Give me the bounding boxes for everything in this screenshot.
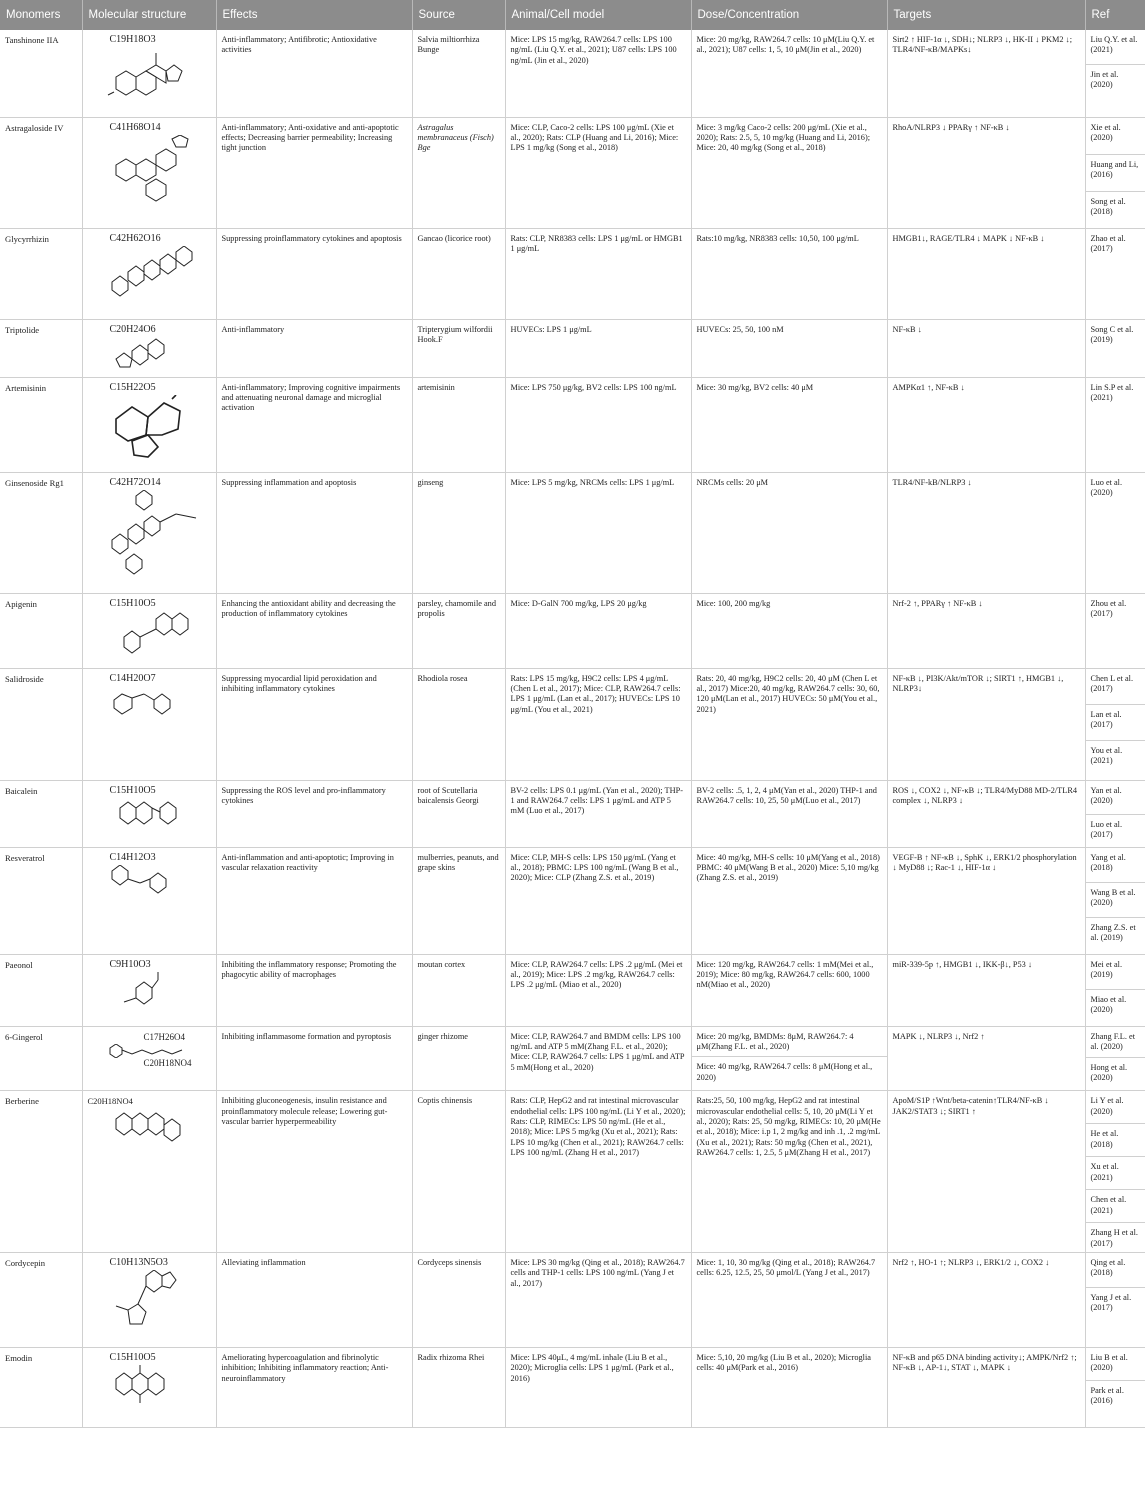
effects: Suppressing myocardial lipid peroxidation and inhibiting inflammatory cytokines [216, 668, 412, 780]
dose: Mice: 40 mg/kg, MH-S cells: 10 μM(Yang et al., 2018) PBMC: 40 μM(Wang B et al., 2020) Mice: 5,10 mg/kg (Zhang Z.S. et al., 2019) [691, 847, 887, 954]
table-row [0, 117, 1145, 228]
ref-entry: Qing et al. (2018) [1086, 1253, 1145, 1288]
ref-entry: Chen L et al. (2017) [1086, 669, 1145, 705]
formula: C14H20O7 [109, 672, 156, 684]
ref-cell [1085, 30, 1145, 117]
ref-entry: Zhang Z.S. et al. (2019) [1090, 922, 1136, 942]
formula: C9H10O3 [109, 958, 151, 970]
ref-cell [1085, 780, 1145, 847]
table-row [0, 1091, 1145, 1253]
structure-diagram [106, 246, 206, 302]
effects: Enhancing the antioxidant ability and decreasing the production of inflammatory cytokines [216, 593, 412, 668]
ref-entry: Song et al. (2018) [1090, 196, 1126, 216]
dose-entry: Mice: 20 mg/kg, BMDMs: 8μM, RAW264.7: 4 μM(Zhang F.L. et al., 2020) [696, 1031, 854, 1051]
structure-diagram [106, 337, 206, 369]
monomer-name: Berberine [0, 1091, 82, 1253]
col-header-structure: Molecular structure [82, 0, 216, 30]
formula: C10H13N5O3 [109, 1256, 168, 1268]
source: Cordyceps sinensis [412, 1252, 505, 1347]
effects: Inhibiting inflammasome formation and pyroptosis [216, 1026, 412, 1091]
source: Radix rhizoma Rhei [412, 1347, 505, 1427]
effects: Ameliorating hypercoagulation and fibrinolytic inhibition; Inhibiting inflammatory reaction; Anti-neuroinflammatory [216, 1347, 412, 1427]
ref-entry: Zhao et al. (2017) [1090, 233, 1126, 253]
table-row [0, 472, 1145, 593]
source: parsley, chamomile and propolis [412, 593, 505, 668]
targets: TLR4/NF-kB/NLRP3 ↓ [887, 472, 1085, 593]
effects: Alleviating inflammation [216, 1252, 412, 1347]
ref-cell [1085, 1347, 1145, 1427]
ref-entry: Xu et al. (2021) [1086, 1157, 1145, 1190]
animal-cell-model: Mice: LPS 40μL, 4 mg/mL inhale (Liu B et al., 2020); Microglia cells: LPS 1 μg/mL (Park et al., 2016) [505, 1347, 691, 1427]
ref-cell [1085, 319, 1145, 377]
dose: Rats:10 mg/kg, NR8383 cells: 10,50, 100 μg/mL [691, 228, 887, 319]
monomer-name: Emodin [0, 1347, 82, 1427]
targets: ApoM/S1P ↑Wnt/beta-catenin↑TLR4/NF-κB ↓ JAK2/STAT3 ↓; SIRT1 ↑ [887, 1091, 1085, 1253]
monomer-name: Apigenin [0, 593, 82, 668]
targets: Nrf2 ↑, HO-1 ↑; NLRP3 ↓, ERK1/2 ↓, COX2 ↓ [887, 1252, 1085, 1347]
structure-diagram [106, 490, 206, 582]
monomer-name: Paeonol [0, 954, 82, 1026]
structure-diagram [106, 1270, 206, 1332]
col-header-ref: Ref [1085, 0, 1145, 30]
table-row [0, 228, 1145, 319]
ref-entry: Hong et al. (2020) [1090, 1062, 1128, 1082]
effects: Inhibiting the inflammatory response; Promoting the phagocytic ability of macrophages [216, 954, 412, 1026]
structure-cell [82, 1091, 216, 1253]
table-row [0, 780, 1145, 847]
animal-cell-model: Mice: CLP, RAW264.7 and BMDM cells: LPS 100 ng/mL and ATP 5 mM(Zhang F.L. et al., 2020); Mice: CLP, RAW264.7 cells: LPS 1 μg/mL and ATP 5 mM(Hong et al., 2020) [505, 1026, 691, 1091]
structure-diagram [106, 865, 206, 901]
table-row [0, 319, 1145, 377]
col-header-targets: Targets [887, 0, 1085, 30]
dose: Mice: 1, 10, 30 mg/kg (Qing et al., 2018); RAW264.7 cells: 6.25, 12.5, 25, 50 μmol/L (Yang J et al., 2017) [691, 1252, 887, 1347]
animal-cell-model: Mice: CLP, Caco-2 cells: LPS 100 μg/mL (Xie et al., 2020); Rats: CLP (Huang and Li, 2016); Mice: LPS 1 mg/kg (Song et al., 2018) [505, 117, 691, 228]
animal-cell-model: Mice: CLP, RAW264.7 cells: LPS .2 μg/mL (Mei et al., 2019); Mice: LPS .2 mg/kg, RAW264.7 cells: LPS .2 μg/mL (Miao et al., 2020) [505, 954, 691, 1026]
table-row [0, 1347, 1145, 1427]
structure-diagram [106, 1044, 206, 1058]
formula: C15H22O5 [109, 381, 156, 393]
effects: Anti-inflammatory; Antifibrotic; Antioxidative activities [216, 30, 412, 117]
structure-cell [82, 1347, 216, 1427]
col-header-effects: Effects [216, 0, 412, 30]
formula: C20H18NO4 [87, 1096, 133, 1107]
ref-entry: Yan et al. (2020) [1086, 781, 1145, 815]
structure-cell [82, 954, 216, 1026]
ref-entry: Huang and Li, (2016) [1086, 155, 1145, 192]
targets: Sirt2 ↑ HIF-1α ↓, SDH↓; NLRP3 ↓, HK-II ↓ PKM2 ↓; TLR4/NF-κB/MAPKs↓ [887, 30, 1085, 117]
ref-cell [1085, 1026, 1145, 1091]
source: mulberries, peanuts, and grape skins [412, 847, 505, 954]
formula: C17H26O4 [143, 1031, 186, 1042]
formula: C20H24O6 [109, 323, 156, 335]
col-header-model: Animal/Cell model [505, 0, 691, 30]
dose-cell [691, 1026, 887, 1091]
animal-cell-model: Mice: CLP, MH-S cells: LPS 150 μg/mL (Yang et al., 2018); PBMC: LPS 100 ng/mL (Wang B et al., 2020); Mice: CLP (Zhang Z.S. et al., 2019) [505, 847, 691, 954]
table-row [0, 1026, 1145, 1091]
structure-cell [82, 30, 216, 117]
ref-entry: Wang B et al. (2020) [1086, 883, 1145, 918]
monomer-name: Artemisinin [0, 377, 82, 472]
structure-diagram [106, 135, 206, 209]
table-row [0, 377, 1145, 472]
ref-entry: Zhang F.L. et al. (2020) [1086, 1027, 1145, 1058]
ref-entry: Xie et al. (2020) [1086, 118, 1145, 155]
monomer-name: Ginsenoside Rg1 [0, 472, 82, 593]
ref-entry: Liu B et al. (2020) [1086, 1348, 1145, 1381]
structure-diagram [106, 1109, 206, 1149]
structure-cell [82, 117, 216, 228]
structure-diagram [106, 47, 206, 97]
formula: C15H10O5 [109, 597, 156, 609]
structure-cell [82, 847, 216, 954]
ref-entry: Chen et al. (2021) [1086, 1190, 1145, 1223]
monomer-name: Tanshinone IIA [0, 30, 82, 117]
ref-cell [1085, 1091, 1145, 1253]
formula: C41H68O14 [109, 121, 161, 133]
formula: C42H62O16 [109, 232, 161, 244]
monomer-name: Triptolide [0, 319, 82, 377]
dose: Mice: 3 mg/kg Caco-2 cells: 200 μg/mL (Xie et al., 2020); Rats: 2.5, 5, 10 mg/kg (Huang and Li, 2016); Mice: 20, 40 mg/kg (Song et al., 2018) [691, 117, 887, 228]
ref-entry: Yang J et al. (2017) [1090, 1292, 1132, 1313]
targets: Nrf-2 ↑, PPARγ ↑ NF-κB ↓ [887, 593, 1085, 668]
dose: Mice: 20 mg/kg, RAW264.7 cells: 10 μM(Liu Q.Y. et al., 2021); U87 cells: 1, 5, 10 μM(Jin et al., 2020) [691, 30, 887, 117]
source: root of Scutellaria baicalensis Georgi [412, 780, 505, 847]
ref-entry: Park et al. (2016) [1090, 1385, 1124, 1406]
targets: miR-339-5p ↑, HMGB1 ↓, IKK-β↓, P53 ↓ [887, 954, 1085, 1026]
targets: HMGB1↓, RAGE/TLR4 ↓ MAPK ↓ NF-κB ↓ [887, 228, 1085, 319]
structure-diagram [106, 972, 206, 1012]
effects: Anti-inflammation and anti-apoptotic; Improving in vascular relaxation reactivity [216, 847, 412, 954]
dose: Mice: 120 mg/kg, RAW264.7 cells: 1 mM(Mei et al., 2019); Mice: 80 mg/kg, RAW264.7 cells: 600, 1000 nM(Miao et al., 2020) [691, 954, 887, 1026]
effects: Anti-inflammatory; Improving cognitive impairments and attenuating neuronal damage and microglial activation [216, 377, 412, 472]
ref-cell [1085, 593, 1145, 668]
table-row [0, 1252, 1145, 1347]
structure-cell [82, 780, 216, 847]
targets: VEGF-B ↑ NF-κB ↓, SphK ↓, ERK1/2 phosphorylation ↓ MyD88 ↓; Rac-1 ↓, HIF-1α ↓ [887, 847, 1085, 954]
ref-entry: Zhou et al. (2017) [1090, 598, 1127, 618]
ref-entry: Song C et al. (2019) [1090, 324, 1134, 344]
targets: RhoA/NLRP3 ↓ PPARγ ↑ NF-κB ↓ [887, 117, 1085, 228]
monomer-name: 6-Gingerol [0, 1026, 82, 1091]
effects: Anti-inflammatory; Anti-oxidative and anti-apoptotic effects; Decreasing barrier permeability; Increasing tight junction [216, 117, 412, 228]
ref-cell [1085, 377, 1145, 472]
dose: Mice: 5,10, 20 mg/kg (Liu B et al., 2020); Microglia cells: 40 μM(Park et al., 2016) [691, 1347, 887, 1427]
ref-cell [1085, 668, 1145, 780]
dose-entry: Mice: 40 mg/kg, RAW264.7 cells: 8 μM(Hong et al., 2020) [692, 1056, 887, 1087]
formula: C42H72O14 [109, 476, 161, 488]
formula: C14H12O3 [109, 851, 156, 863]
animal-cell-model: Mice: LPS 30 mg/kg (Qing et al., 2018); RAW264.7 cells and THP-1 cells: LPS 100 ng/mL (Yang J et al., 2017) [505, 1252, 691, 1347]
animal-cell-model: Mice: LPS 5 mg/kg, NRCMs cells: LPS 1 μg/mL [505, 472, 691, 593]
animal-cell-model: Rats: CLP, HepG2 and rat intestinal microvascular endothelial cells: LPS 100 ng/mL (Li Y et al., 2020); Rats: CLP, RIMECs: LPS 50 ng/mL (He et al., 2018); Mice: LPS 5 mg/kg (Xu et al., 2021); Rats: LPS 10 mg/kg (Chen et al., 2021); RAW264.7 cells: LPS 100 ng/mL (Zhang H et al., 2017) [505, 1091, 691, 1253]
targets: ROS ↓, COX2 ↓, NF-κB ↓; TLR4/MyD88 MD-2/TLR4 complex ↓, NLRP3 ↓ [887, 780, 1085, 847]
animal-cell-model: Rats: LPS 15 mg/kg, H9C2 cells: LPS 4 μg/mL (Chen L et al., 2017); Mice: CLP, RAW264.7 cells: LPS 1 μg/mL (Lan et al., 2017); HUVECs: LPS 10 μg/mL (You et al., 2021) [505, 668, 691, 780]
source: artemisinin [412, 377, 505, 472]
dose: Rats: 20, 40 mg/kg, H9C2 cells: 20, 40 μM (Chen L et al., 2017) Mice:20, 40 mg/kg, RAW264.7 cells: 30, 60, 120 μM(Lan et al., 2017) HUVECs: 50 μM(You et al., 2021) [691, 668, 887, 780]
dose: HUVECs: 25, 50, 100 nM [691, 319, 887, 377]
animal-cell-model: Mice: D-GalN 700 mg/kg, LPS 20 μg/kg [505, 593, 691, 668]
targets: AMPKα1 ↑, NF-κB ↓ [887, 377, 1085, 472]
ref-entry: You et al. (2021) [1090, 745, 1123, 765]
effects: Inhibiting gluconeogenesis, insulin resistance and proinflammatory molecule release; Lowering gut-vascular barrier hyperpermeability [216, 1091, 412, 1253]
formula: C15H10O5 [109, 784, 156, 796]
structure-diagram [106, 686, 206, 722]
ref-entry: Lin S.P et al. (2021) [1090, 382, 1134, 402]
dose: NRCMs cells: 20 μM [691, 472, 887, 593]
ref-entry: Zhang H et al. (2017) [1090, 1228, 1138, 1248]
monomer-name: Astragaloside IV [0, 117, 82, 228]
col-header-monomers: Monomers [0, 0, 82, 30]
monomer-name: Baicalein [0, 780, 82, 847]
ref-cell [1085, 228, 1145, 319]
structure-diagram [106, 611, 206, 655]
animal-cell-model: Mice: LPS 750 μg/kg, BV2 cells: LPS 100 ng/mL [505, 377, 691, 472]
ref-entry: Luo et al. (2017) [1090, 819, 1123, 839]
targets: MAPK ↓, NLRP3 ↓, Nrf2 ↑ [887, 1026, 1085, 1091]
ref-entry: Lan et al. (2017) [1086, 705, 1145, 741]
effects: Suppressing inflammation and apoptosis [216, 472, 412, 593]
source: ginseng [412, 472, 505, 593]
ref-cell [1085, 117, 1145, 228]
table-row [0, 847, 1145, 954]
ref-cell [1085, 847, 1145, 954]
structure-cell [82, 1026, 216, 1091]
ref-cell [1085, 472, 1145, 593]
col-header-dose: Dose/Concentration [691, 0, 887, 30]
animal-cell-model: Rats: CLP, NR8383 cells: LPS 1 μg/mL or HMGB1 1 μg/mL [505, 228, 691, 319]
source: Astragalus membranaceus (Fisch) Bge [412, 117, 505, 228]
monomer-name: Cordycepin [0, 1252, 82, 1347]
ref-entry: Jin et al. (2020) [1090, 70, 1119, 90]
table-row [0, 668, 1145, 780]
col-header-source: Source [412, 0, 505, 30]
source: Salvia miltiorrhiza Bunge [412, 30, 505, 117]
structure-cell [82, 472, 216, 593]
structure-cell [82, 593, 216, 668]
ref-entry: Luo et al. (2020) [1090, 477, 1123, 497]
formula-secondary: C20H18NO4 [143, 1057, 192, 1068]
effects: Suppressing proinflammatory cytokines and apoptosis [216, 228, 412, 319]
effects: Suppressing the ROS level and pro-inflammatory cytokines [216, 780, 412, 847]
animal-cell-model: Mice: LPS 15 mg/kg, RAW264.7 cells: LPS 100 ng/mL (Liu Q.Y. et al., 2021); U87 cells: LPS 100 ng/mL (Jin et al., 2020) [505, 30, 691, 117]
formula: C19H18O3 [109, 34, 156, 45]
monomer-name: Glycyrrhizin [0, 228, 82, 319]
animal-cell-model: BV-2 cells: LPS 0.1 μg/mL (Yan et al., 2020); THP-1 and RAW264.7 cells: LPS 1 μg/mL and ATP 5 mM (Luo et al., 2017) [505, 780, 691, 847]
table-row [0, 593, 1145, 668]
formula: C15H10O5 [109, 1351, 156, 1363]
header-row [0, 0, 1145, 30]
effects: Anti-inflammatory [216, 319, 412, 377]
ref-cell [1085, 1252, 1145, 1347]
source: ginger rhizome [412, 1026, 505, 1091]
dose: Mice: 30 mg/kg, BV2 cells: 40 μM [691, 377, 887, 472]
dose: Mice: 100, 200 mg/kg [691, 593, 887, 668]
structure-cell [82, 668, 216, 780]
monomer-name: Resveratrol [0, 847, 82, 954]
source: Tripterygium wilfordii Hook.F [412, 319, 505, 377]
ref-entry: Mei et al. (2019) [1086, 955, 1145, 990]
monomer-name: Salidroside [0, 668, 82, 780]
source: Gancao (licorice root) [412, 228, 505, 319]
ref-entry: He et al. (2018) [1086, 1124, 1145, 1157]
structure-diagram [106, 395, 206, 461]
source: Coptis chinensis [412, 1091, 505, 1253]
ref-cell [1085, 954, 1145, 1026]
structure-diagram [106, 798, 206, 834]
structure-cell [82, 1252, 216, 1347]
structure-cell [82, 377, 216, 472]
table-row [0, 954, 1145, 1026]
structure-cell [82, 319, 216, 377]
structure-diagram [106, 1365, 206, 1409]
ref-entry: Miao et al. (2020) [1090, 994, 1127, 1014]
animal-cell-model: HUVECs: LPS 1 μg/mL [505, 319, 691, 377]
dose: BV-2 cells: .5, 1, 2, 4 μM(Yan et al., 2020) THP-1 and RAW264.7 cells: 10, 25, 50 μM(Luo et al., 2017) [691, 780, 887, 847]
dose: Rats:25, 50, 100 mg/kg, HepG2 and rat intestinal microvascular endothelial cells: 5, 10, 20 μM(Li Y et al., 2020); Rats: 25, 50 mg/kg, RIMECs: 10, 20 μM(He et al., 2018); Mice: i.p 1, 2 mg/kg and inh .1, .2 mg/mL (Xu et al., 2021); Rats: 50 mg/kg (Chen et al., 2021), RAW264.7 cells: 1, 2.5, 5 μM(Zhang H et al., 2017) [691, 1091, 887, 1253]
table-row [0, 30, 1145, 117]
source: moutan cortex [412, 954, 505, 1026]
ref-entry: Yang et al. (2018) [1086, 848, 1145, 883]
source: Rhodiola rosea [412, 668, 505, 780]
structure-cell [82, 228, 216, 319]
targets: NF-κB ↓ [887, 319, 1085, 377]
ref-entry: Li Y et al. (2020) [1086, 1091, 1145, 1124]
targets: NF-κB ↓, PI3K/Akt/mTOR ↓; SIRT1 ↑, HMGB1 ↓, NLRP3↓ [887, 668, 1085, 780]
ref-entry: Liu Q.Y. et al. (2021) [1086, 30, 1145, 65]
targets: NF-κB and p65 DNA binding activity↓; AMPK/Nrf2 ↑; NF-κB ↓, AP-1↓, STAT ↓, MAPK ↓ [887, 1347, 1085, 1427]
